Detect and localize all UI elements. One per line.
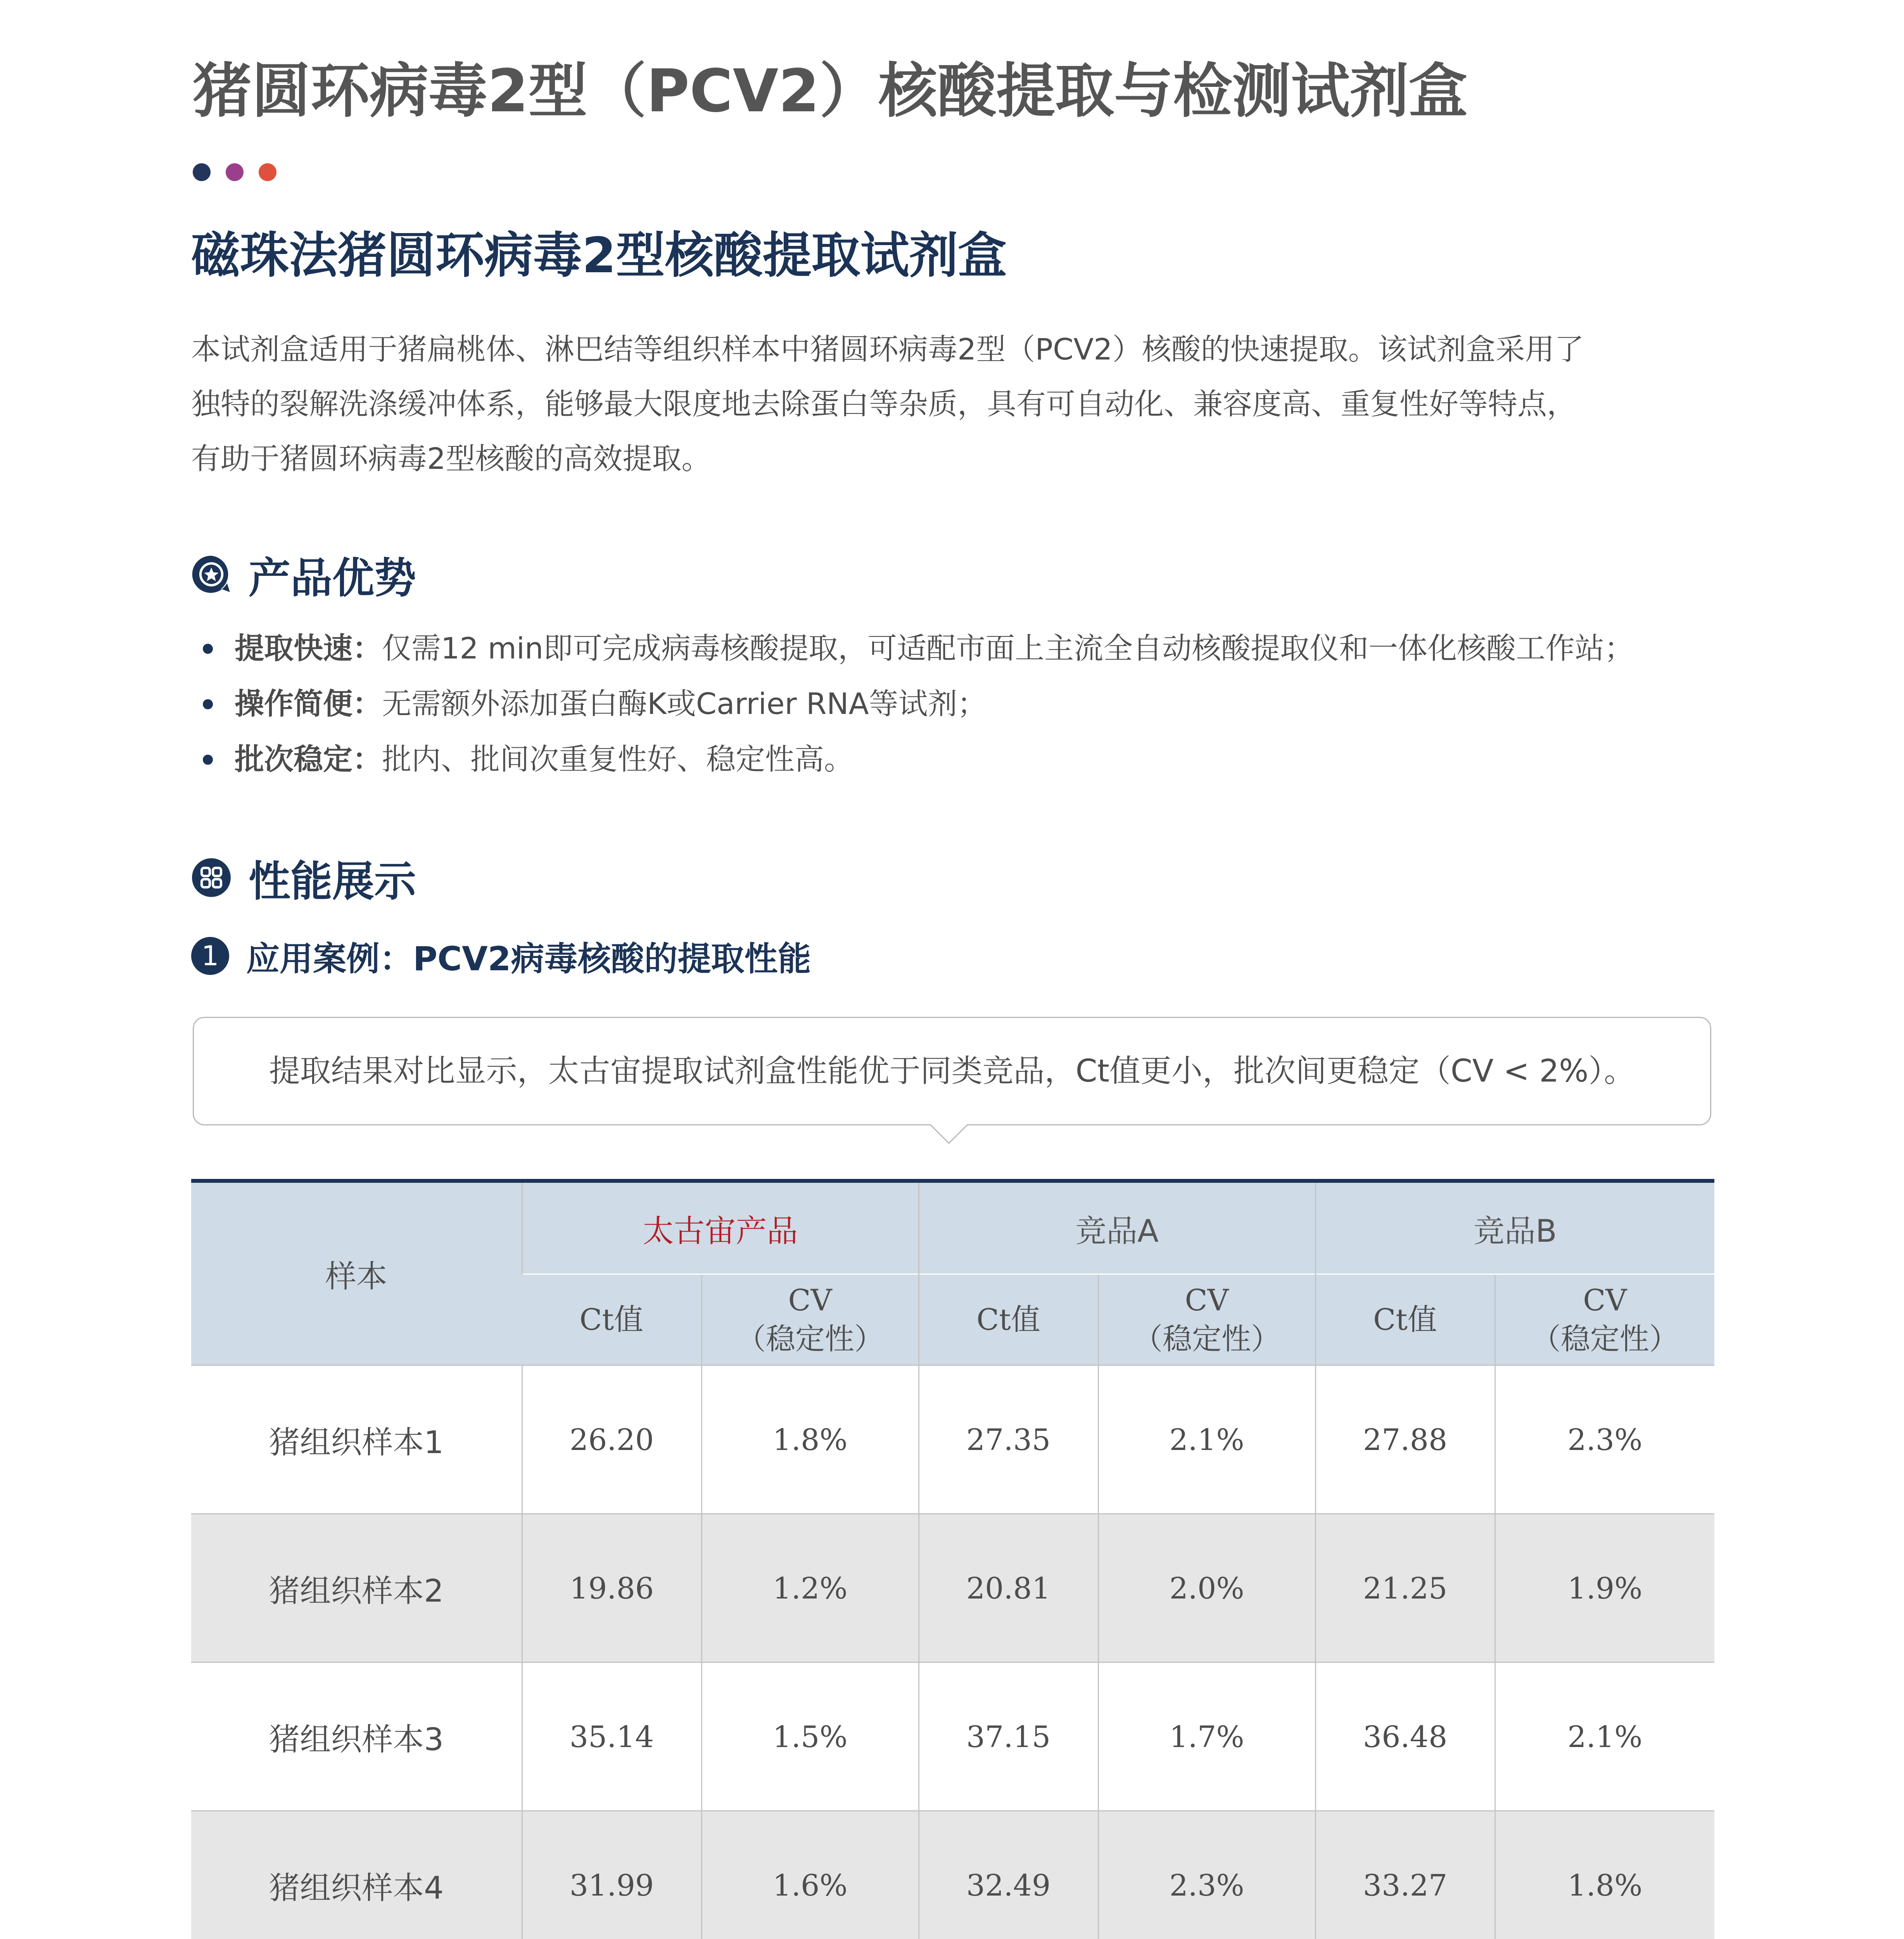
performance-heading [191, 850, 416, 905]
ct-cell: 33.27 [1315, 1811, 1495, 1939]
dot-navy [193, 163, 211, 181]
table-row [191, 1514, 1714, 1662]
list-item-label: 操作简便： [235, 686, 382, 721]
callout-box [193, 1017, 1713, 1149]
list-item-text: 批内、批间次重复性好、稳定性高。 [382, 742, 854, 776]
group-header-competitor-a: 竞品A [919, 1181, 1315, 1274]
ct-cell: 20.81 [919, 1514, 1098, 1662]
ct-cell: 27.35 [919, 1365, 1098, 1514]
cv-cell: 1.8% [1495, 1811, 1714, 1939]
table-row [191, 1662, 1714, 1811]
list-item-text: 无需额外添加蛋白酶K或Carrier RNA等试剂； [382, 686, 987, 721]
sample-cell: 猪组织样本2 [191, 1514, 522, 1662]
dot-purple [226, 163, 244, 181]
performance-heading-text: 性能展示 [249, 857, 416, 906]
cv-header: CV （稳定性） [1495, 1274, 1714, 1365]
cv-cell: 2.1% [1098, 1365, 1315, 1514]
list-item [191, 676, 1781, 731]
ct-cell: 31.99 [522, 1811, 701, 1939]
ct-cell: 26.20 [522, 1365, 701, 1514]
sample-header: 样本 [191, 1181, 522, 1365]
bullet-dot [203, 755, 213, 765]
cv-cell: 1.5% [701, 1662, 919, 1811]
bullet-dot [203, 644, 213, 654]
comparison-table [191, 1179, 1714, 1939]
sample-cell: 猪组织样本1 [191, 1365, 522, 1514]
bullet-dot [203, 699, 213, 709]
grid-icon [191, 857, 232, 898]
case-title: PCV2病毒核酸的提取性能 [413, 940, 811, 978]
cv-cell: 1.9% [1495, 1514, 1714, 1662]
cv-cell: 1.7% [1098, 1662, 1315, 1811]
cv-header: CV （稳定性） [701, 1274, 919, 1365]
intro-paragraph [191, 322, 1727, 486]
product-title: 磁珠法猪圆环病毒2型核酸提取试剂盒 [191, 227, 1007, 284]
main-title: 猪圆环病毒2型（PCV2）核酸提取与检测试剂盒 [193, 57, 1468, 125]
list-item-text: 仅需12 min即可完成病毒核酸提取，可适配市面上主流全自动核酸提取仪和一体化核酸工作站； [382, 631, 1634, 665]
group-header-brand: 太古宙产品 [522, 1181, 919, 1274]
list-item-label: 批次稳定： [235, 742, 382, 776]
ct-header: Ct值 [919, 1274, 1098, 1365]
dot-red [259, 163, 276, 181]
star-badge-icon [191, 554, 232, 594]
callout-pointer [930, 1123, 968, 1146]
advantages-heading-text: 产品优势 [249, 554, 416, 603]
ct-header: Ct值 [1315, 1274, 1495, 1365]
list-item [191, 731, 1781, 787]
intro-line: 独特的裂解洗涤缓冲体系，能够最大限度地去除蛋白等杂质，具有可自动化、兼容度高、重复性好等特点， [191, 387, 1576, 421]
cv-cell: 2.3% [1495, 1365, 1714, 1514]
table-row [191, 1811, 1714, 1939]
cv-cell: 2.1% [1495, 1662, 1714, 1811]
case-label: 应用案例： [246, 940, 413, 978]
ct-cell: 27.88 [1315, 1365, 1495, 1514]
table-header-row [191, 1181, 1714, 1274]
list-item [191, 620, 1781, 676]
ct-cell: 32.49 [919, 1811, 1098, 1939]
case-heading [191, 931, 811, 981]
advantages-list [191, 620, 1781, 787]
ct-header: Ct值 [522, 1274, 701, 1365]
ct-cell: 19.86 [522, 1514, 701, 1662]
ct-cell: 21.25 [1315, 1514, 1495, 1662]
table-row [191, 1365, 1714, 1514]
ct-cell: 36.48 [1315, 1662, 1495, 1811]
group-header-competitor-b: 竞品B [1315, 1181, 1714, 1274]
sample-cell: 猪组织样本4 [191, 1811, 522, 1939]
advantages-heading [191, 547, 416, 601]
list-item-label: 提取快速： [235, 631, 382, 665]
cv-cell: 1.2% [701, 1514, 919, 1662]
intro-line: 本试剂盒适用于猪扁桃体、淋巴结等组织样本中猪圆环病毒2型（PCV2）核酸的快速提取。该试剂盒采用了 [191, 332, 1584, 366]
case-number-badge: 1 [191, 937, 229, 975]
ct-cell: 35.14 [522, 1662, 701, 1811]
intro-line: 有助于猪圆环病毒2型核酸的高效提取。 [191, 441, 711, 476]
cv-cell: 1.6% [701, 1811, 919, 1939]
cv-cell: 2.0% [1098, 1514, 1315, 1662]
callout-text: 提取结果对比显示，太古宙提取试剂盒性能优于同类竞品，Ct值更小，批次间更稳定（CV < 2%）。 [193, 1017, 1711, 1125]
cv-cell: 2.3% [1098, 1811, 1315, 1939]
ct-cell: 37.15 [919, 1662, 1098, 1811]
sample-cell: 猪组织样本3 [191, 1662, 522, 1811]
cv-header: CV （稳定性） [1098, 1274, 1315, 1365]
cv-cell: 1.8% [701, 1365, 919, 1514]
